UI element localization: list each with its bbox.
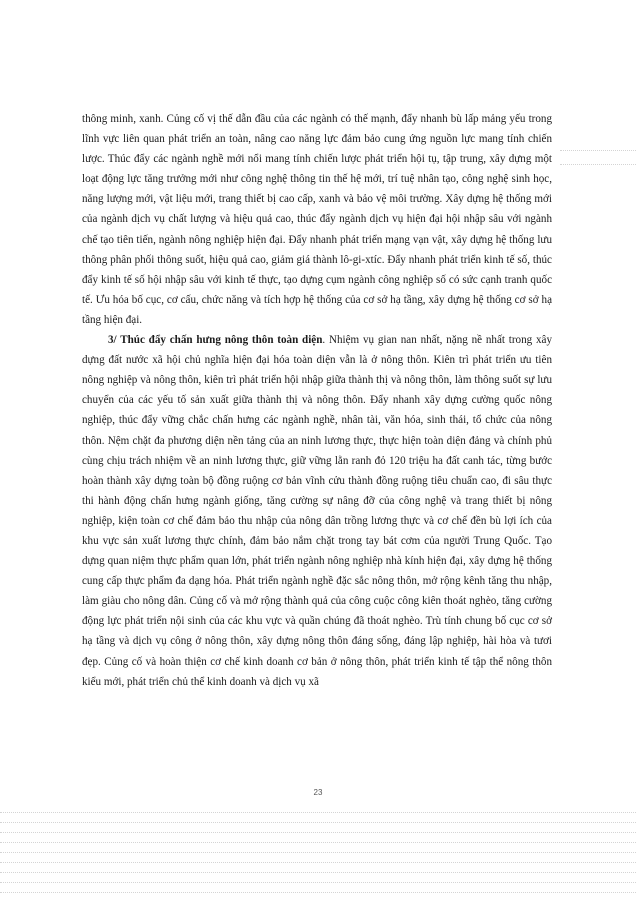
paragraph-2-body: . Nhiệm vụ gian nan nhất, nặng nề nhất trong xây dựng đất nước xã hội chủ nghĩa hiện đại hóa toàn diện vẫn là ở nông thôn. Kiên trì phát triển ưu tiên nông nghiệp và nông thôn, kiên trì phát triển hội nhập giữa thành thị và nông thôn, làm thông suốt sự lưu chuyển của các yếu tố sản xuất giữa thành thị và nông thôn. Đẩy nhanh xây dựng cường quốc nông nghiệp, thúc đẩy vững chắc chấn hưng các ngành nghề, nhân tài, văn hóa, sinh thái, tổ chức của nông thôn. Nệm chặt đa phương diện nền tảng của an ninh lương thực, thực hiện toàn diện đảng và chính phủ cùng chịu trách nhiệm về an ninh lương thực, giữ vững lằn ranh đỏ 120 triệu ha đất canh tác, từng bước hoàn thành xây dựng toàn bộ đồng ruộng cơ bản vĩnh cửu thành đồng ruộng tiêu chuẩn cao, đi sâu thực thi hành động chấn hưng ngành giống, tăng cường sự nâng đỡ của công nghệ và trang thiết bị nông nghiệp, kiện toàn cơ chế đảm bảo thu nhập của nông dân trồng lương thực và cơ chế đền bù lợi ích của khu vực sản xuất lương thực chính, đảm bảo nắm chặt trong tay bát cơm của người Trung Quốc. Tạo dựng quan niệm thực phẩm quan lớn, phát triển ngành nông nghiệp nhà kính hiện đại, xây dựng hệ thống cung cấp thực phẩm đa dạng hóa. Phát triển ngành nghề đặc sắc nông thôn, mở rộng kênh tăng thu nhập, làm giàu cho nông dân. Củng cố và mở rộng thành quả của công cuộc công kiên thoát nghèo, tăng cường động lực phát triển nội sinh của các khu vực và quần chúng đã thoát nghèo. Trù tính chung bố cục cơ sở hạ tầng và dịch vụ công ở nông thôn, xây dựng nông thôn đáng sống, đáng lập nghiệp, hài hòa và tươi đẹp. Củng cố và hoàn thiện cơ chế kinh doanh cơ bản ở nông thôn, phát triển kinh tế tập thể nông thôn kiểu mới, phát triển chủ thể kinh doanh và dịch vụ xã	[82, 334, 552, 688]
dotted-rule	[0, 862, 636, 863]
dotted-rule	[0, 832, 636, 833]
paragraph-2	[82, 330, 552, 692]
dotted-rule	[560, 164, 636, 165]
dotted-rule	[0, 872, 636, 873]
body-text	[82, 109, 552, 692]
dotted-rule	[0, 892, 636, 893]
dotted-rule	[0, 852, 636, 853]
page-number: 23	[313, 788, 323, 797]
dotted-rule	[0, 842, 636, 843]
paragraph-1: thông minh, xanh. Củng cố vị thế dẫn đầu của các ngành có thế mạnh, đẩy nhanh bù lấp mảng yếu trong lĩnh vực liên quan phát triển an toàn, nâng cao năng lực đảm bảo cung ứng nguồn lực mang tính chiến lược. Thúc đẩy các ngành nghề mới nổi mang tính chiến lược phát triển hội tụ, tập trung, xây dựng một loạt động lực tăng trưởng mới như công nghệ thông tin thế hệ mới, trí tuệ nhân tạo, công nghệ sinh học, năng lượng mới, vật liệu mới, trang thiết bị cao cấp, xanh và bảo vệ môi trường. Xây dựng hệ thống mới của ngành dịch vụ chất lượng và hiệu quả cao, thúc đẩy ngành dịch vụ hiện đại hội nhập sâu với ngành chế tạo tiên tiến, ngành nông nghiệp hiện đại. Đẩy nhanh phát triển mạng vạn vật, xây dựng hệ thống lưu thông phân phối thông suốt, hiệu quả cao, giảm giá thành lô-gi-xtíc. Đẩy nhanh phát triển kinh tế số, thúc đẩy kinh tế số hội nhập sâu với kinh tế thực, tạo dựng cụm ngành công nghiệp số có sức cạnh tranh quốc tế. Ưu hóa bố cục, cơ cấu, chức năng và tích hợp hệ thống của cơ sở hạ tầng, xây dựng hệ thống cơ sở hạ tầng hiện đại.	[82, 113, 552, 326]
dotted-rule	[0, 822, 636, 823]
dotted-rule	[560, 150, 636, 151]
dotted-rule	[0, 882, 636, 883]
dotted-rule	[0, 812, 636, 813]
section-heading: 3/ Thúc đẩy chấn hưng nông thôn toàn diện	[108, 334, 323, 347]
